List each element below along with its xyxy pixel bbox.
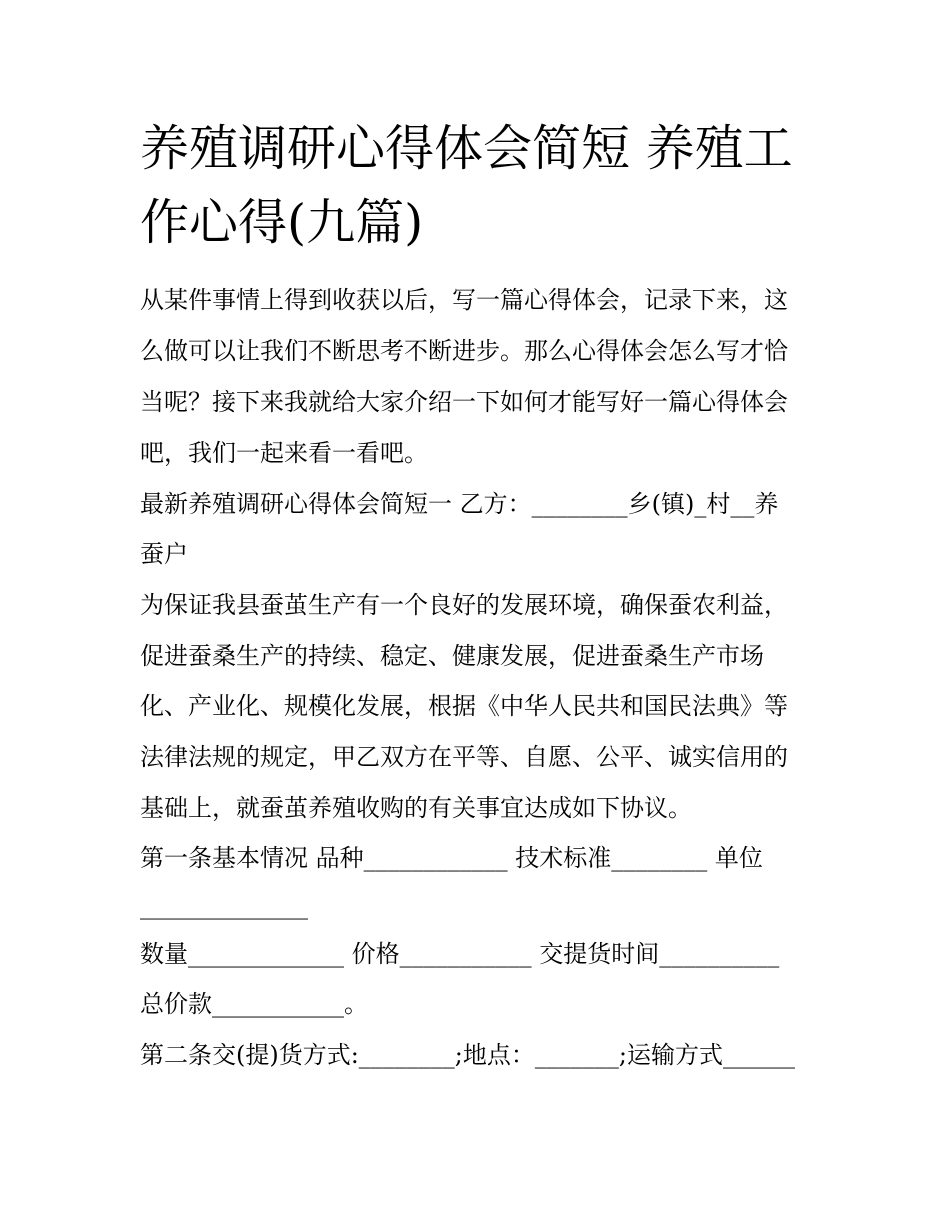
intro-line-2: 么做可以让我们不断思考不断进步。那么心得体会怎么写才恰	[140, 337, 788, 365]
title-line-2: 作心得(九篇)	[140, 194, 424, 251]
article-1-line-2: ______________	[140, 892, 308, 920]
body-line-3: 化、产业化、规模化发展，根据《中华人民共和国民法典》等	[140, 692, 788, 720]
article-1-line-4: 总价款___________。	[140, 990, 368, 1018]
article-1-line-3: 数量_____________ 价格___________ 交提货时间__________	[140, 940, 780, 968]
intro-line-3: 当呢？接下来我就给大家介绍一下如何才能写好一篇心得体会	[140, 388, 788, 416]
section-heading-line-2: 蚕户	[140, 540, 188, 568]
article-2-line-1: 第二条交(提)货方式:________;地点：_______;运输方式______	[140, 1041, 795, 1069]
section-heading-line-1: 最新养殖调研心得体会简短一 乙方：________乡(镇)_村__养	[140, 490, 779, 518]
body-line-4: 法律法规的规定，甲乙双方在平等、自愿、公平、诚实信用的	[140, 743, 788, 771]
document-title	[140, 112, 820, 260]
body-line-2: 促进蚕桑生产的持续、稳定、健康发展，促进蚕桑生产市场	[140, 642, 764, 670]
intro-line-1: 从某件事情上得到收获以后，写一篇心得体会，记录下来，这	[140, 286, 788, 314]
body-line-5: 基础上，就蚕茧养殖收购的有关事宜达成如下协议。	[140, 794, 692, 822]
intro-line-4: 吧，我们一起来看一看吧。	[140, 439, 428, 467]
title-line-1: 养殖调研心得体会简短 养殖工	[140, 120, 793, 177]
article-1-line-1: 第一条基本情况 品种____________ 技术标准________ 单位	[140, 844, 763, 872]
body-line-1: 为保证我县蚕茧生产有一个良好的发展环境，确保蚕农利益，	[140, 591, 788, 619]
